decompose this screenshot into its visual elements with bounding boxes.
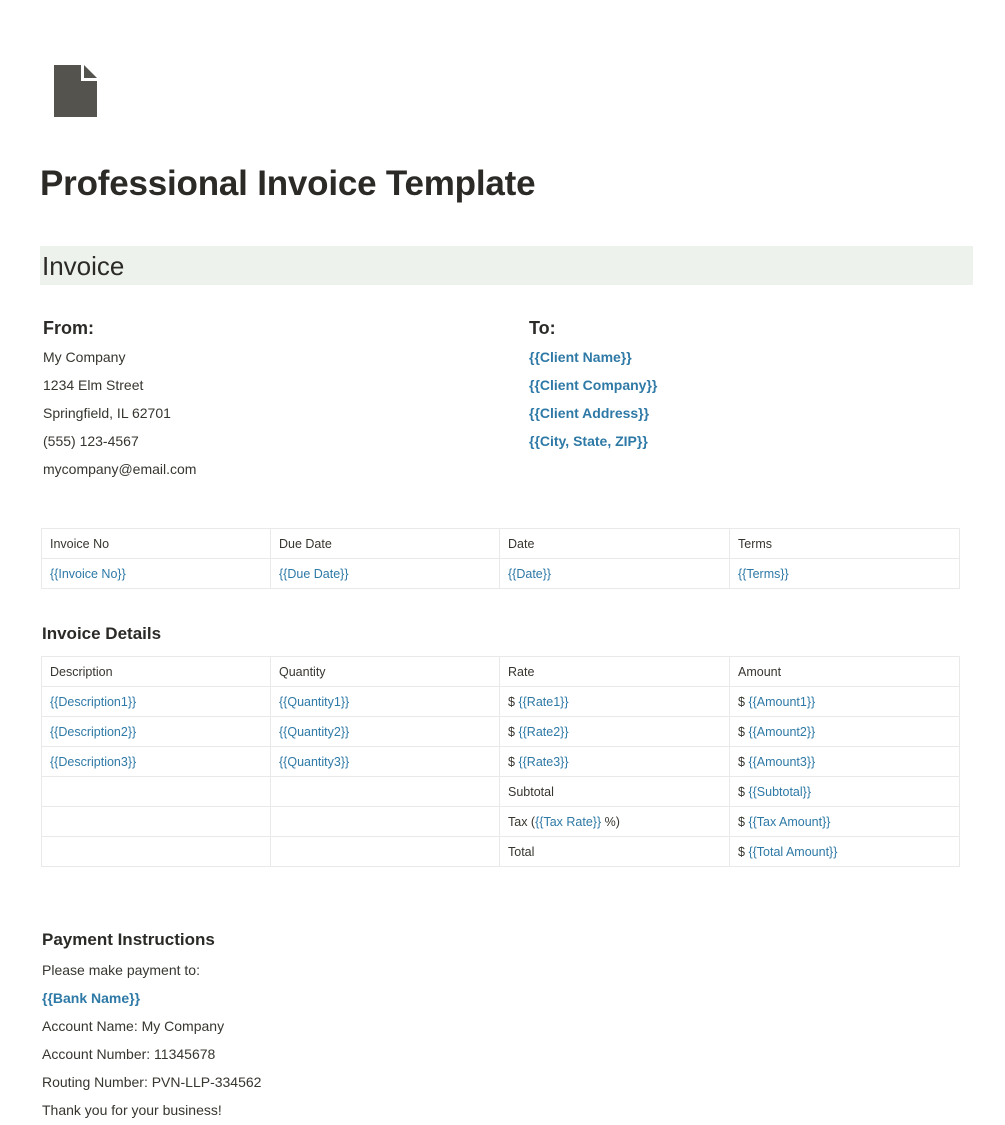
to-client-address: {{Client Address}} (529, 405, 650, 421)
payment-instructions (42, 957, 261, 1125)
from-heading: From: (43, 318, 94, 338)
empty-cell (42, 807, 271, 837)
currency-symbol: $ (738, 694, 745, 709)
table-row (42, 687, 960, 717)
invoice-meta-table (41, 528, 960, 589)
currency-symbol: $ (738, 844, 745, 859)
subtotal-label: Subtotal (500, 777, 730, 807)
rate-value: {{Rate1}} (518, 694, 569, 709)
column-header-date: Date (500, 529, 730, 559)
from-street: 1234 Elm Street (43, 377, 144, 393)
amount-cell (730, 747, 960, 777)
invoice-banner (40, 246, 973, 285)
subtotal-value: {{Subtotal}} (748, 784, 812, 799)
column-header-amount: Amount (730, 657, 960, 687)
column-header-rate: Rate (500, 657, 730, 687)
date-value: {{Date}} (500, 559, 730, 589)
page-title: Professional Invoice Template (40, 164, 536, 203)
total-cell (730, 837, 960, 867)
invoice-no-value: {{Invoice No}} (42, 559, 271, 589)
currency-symbol: $ (738, 754, 745, 769)
to-heading: To: (529, 318, 556, 338)
account-name: Account Name: My Company (42, 1018, 225, 1034)
amount-value: {{Amount2}} (748, 724, 816, 739)
amount-cell (730, 717, 960, 747)
rate-value: {{Rate2}} (518, 724, 569, 739)
to-city-state-zip: {{City, State, ZIP}} (529, 433, 648, 449)
invoice-details-table (41, 656, 960, 867)
description-cell: {{Description2}} (42, 717, 271, 747)
amount-cell (730, 687, 960, 717)
to-client-name: {{Client Name}} (529, 349, 632, 365)
to-client-company: {{Client Company}} (529, 377, 658, 393)
rate-cell (500, 717, 730, 747)
invoice-details-title: Invoice Details (42, 624, 162, 643)
currency-symbol: $ (738, 784, 745, 799)
bank-name: {{Bank Name}} (42, 990, 141, 1006)
currency-symbol: $ (508, 694, 515, 709)
quantity-cell: {{Quantity2}} (271, 717, 500, 747)
due-date-value: {{Due Date}} (271, 559, 500, 589)
total-value: {{Total Amount}} (748, 844, 838, 859)
from-block (43, 316, 196, 484)
quantity-cell: {{Quantity3}} (271, 747, 500, 777)
tax-label-prefix: Tax ( (508, 814, 536, 829)
column-header-quantity: Quantity (271, 657, 500, 687)
description-cell: {{Description3}} (42, 747, 271, 777)
empty-cell (42, 837, 271, 867)
table-header-row (42, 657, 960, 687)
tax-label-suffix: %) (601, 814, 620, 829)
empty-cell (271, 807, 500, 837)
from-phone: (555) 123-4567 (43, 433, 139, 449)
table-row (42, 717, 960, 747)
column-header-description: Description (42, 657, 271, 687)
column-header-terms: Terms (730, 529, 960, 559)
table-row (42, 559, 960, 589)
table-header-row (42, 529, 960, 559)
tax-amount-value: {{Tax Amount}} (748, 814, 831, 829)
amount-value: {{Amount1}} (748, 694, 816, 709)
table-row (42, 747, 960, 777)
invoice-banner-text: Invoice (42, 251, 125, 281)
tax-rate-value: {{Tax Rate}} (535, 814, 602, 829)
document-icon (54, 65, 97, 117)
to-block (529, 316, 657, 456)
total-label: Total (500, 837, 730, 867)
tax-row (42, 807, 960, 837)
from-email: mycompany@email.com (43, 461, 197, 477)
empty-cell (271, 777, 500, 807)
column-header-invoice-no: Invoice No (42, 529, 271, 559)
amount-value: {{Amount3}} (748, 754, 816, 769)
payment-intro: Please make payment to: (42, 962, 200, 978)
rate-cell (500, 687, 730, 717)
from-company: My Company (43, 349, 126, 365)
terms-value: {{Terms}} (730, 559, 960, 589)
quantity-cell: {{Quantity1}} (271, 687, 500, 717)
tax-label (500, 807, 730, 837)
column-header-due-date: Due Date (271, 529, 500, 559)
description-cell: {{Description1}} (42, 687, 271, 717)
rate-value: {{Rate3}} (518, 754, 569, 769)
total-row (42, 837, 960, 867)
currency-symbol: $ (738, 814, 745, 829)
currency-symbol: $ (508, 724, 515, 739)
thank-you-note: Thank you for your business! (42, 1102, 222, 1118)
from-city: Springfield, IL 62701 (43, 405, 171, 421)
subtotal-row (42, 777, 960, 807)
subtotal-cell (730, 777, 960, 807)
currency-symbol: $ (738, 724, 745, 739)
payment-instructions-title: Payment Instructions (42, 930, 215, 949)
empty-cell (271, 837, 500, 867)
account-number: Account Number: 11345678 (42, 1046, 216, 1062)
rate-cell (500, 747, 730, 777)
tax-amount-cell (730, 807, 960, 837)
empty-cell (42, 777, 271, 807)
currency-symbol: $ (508, 754, 515, 769)
routing-number: Routing Number: PVN-LLP-334562 (42, 1074, 262, 1090)
